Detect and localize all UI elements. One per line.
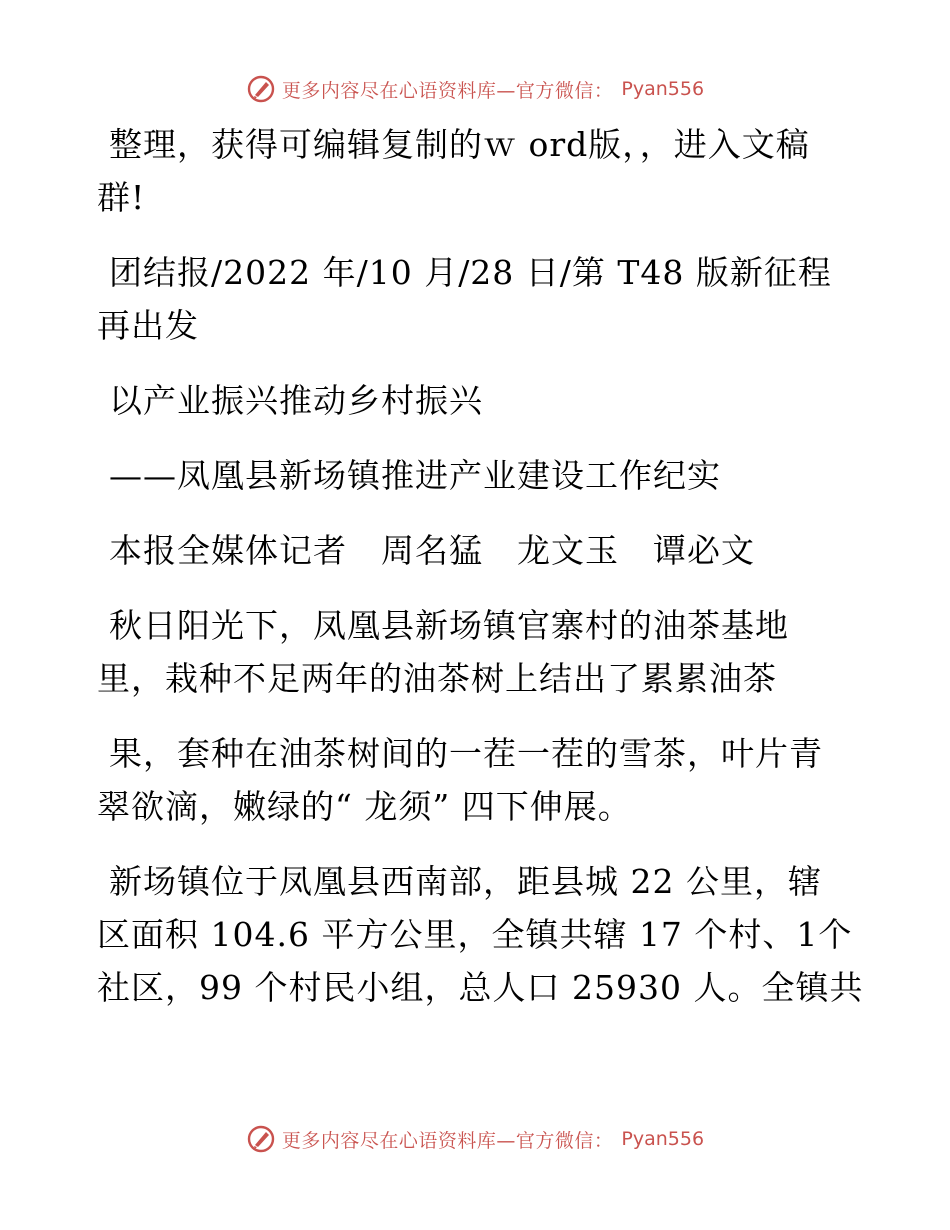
paragraph-source [97,246,867,352]
text-line: ——凤凰县新场镇推进产业建设工作纪实 [109,456,721,495]
article-subtitle [97,449,867,502]
text-line: 翠欲滴，嫩绿的“ 龙须” 四下伸展。 [97,787,632,826]
paragraph-body [97,855,867,1014]
watermark-wechat-id: Pyan556 [621,78,705,100]
text-line: 整理，获得可编辑复制的ｗ ord版，，进入文稿 [109,125,810,164]
paragraph-body [97,599,867,705]
text-line: 新场镇位于凤凰县西南部，距县城 22 公里，辖 [109,862,822,901]
text-line: 秋日阳光下，凤凰县新场镇官寨村的油茶基地 [109,606,789,645]
text-line: 里，栽种不足两年的油茶树上结出了累累油茶 [97,659,777,698]
pen-logo-icon [246,74,276,104]
text-line: 群! [97,178,146,217]
text-line: 以产业振兴推动乡村振兴 [109,381,483,420]
article-title [97,374,867,427]
text-line: 再出发 [97,306,199,345]
footer-watermark [0,1124,950,1154]
pen-logo-icon [246,1124,276,1154]
text-line: 区面积 104.6 平方公里，全镇共辖 17 个村、1个 [97,915,853,954]
paragraph-intro [97,118,867,224]
paragraph-body [97,727,867,833]
watermark-text: 更多内容尽在心语资料库—官方微信： [281,1129,614,1152]
text-line: 本报全媒体记者 周名猛 龙文玉 谭必文 [109,531,755,570]
article-byline [97,524,867,577]
watermark-wechat-id: Pyan556 [621,1128,705,1150]
text-line: 社区，99 个村民小组，总人口 25930 人。全镇共 [97,968,864,1007]
text-line: 果，套种在油茶树间的一茬一茬的雪茶，叶片青 [109,734,823,773]
text-line: 团结报/2022 年/10 月/28 日/第 T48 版新征程 [109,253,832,292]
header-watermark [0,74,950,104]
document-body [97,118,867,1014]
watermark-text: 更多内容尽在心语资料库—官方微信： [281,79,614,102]
